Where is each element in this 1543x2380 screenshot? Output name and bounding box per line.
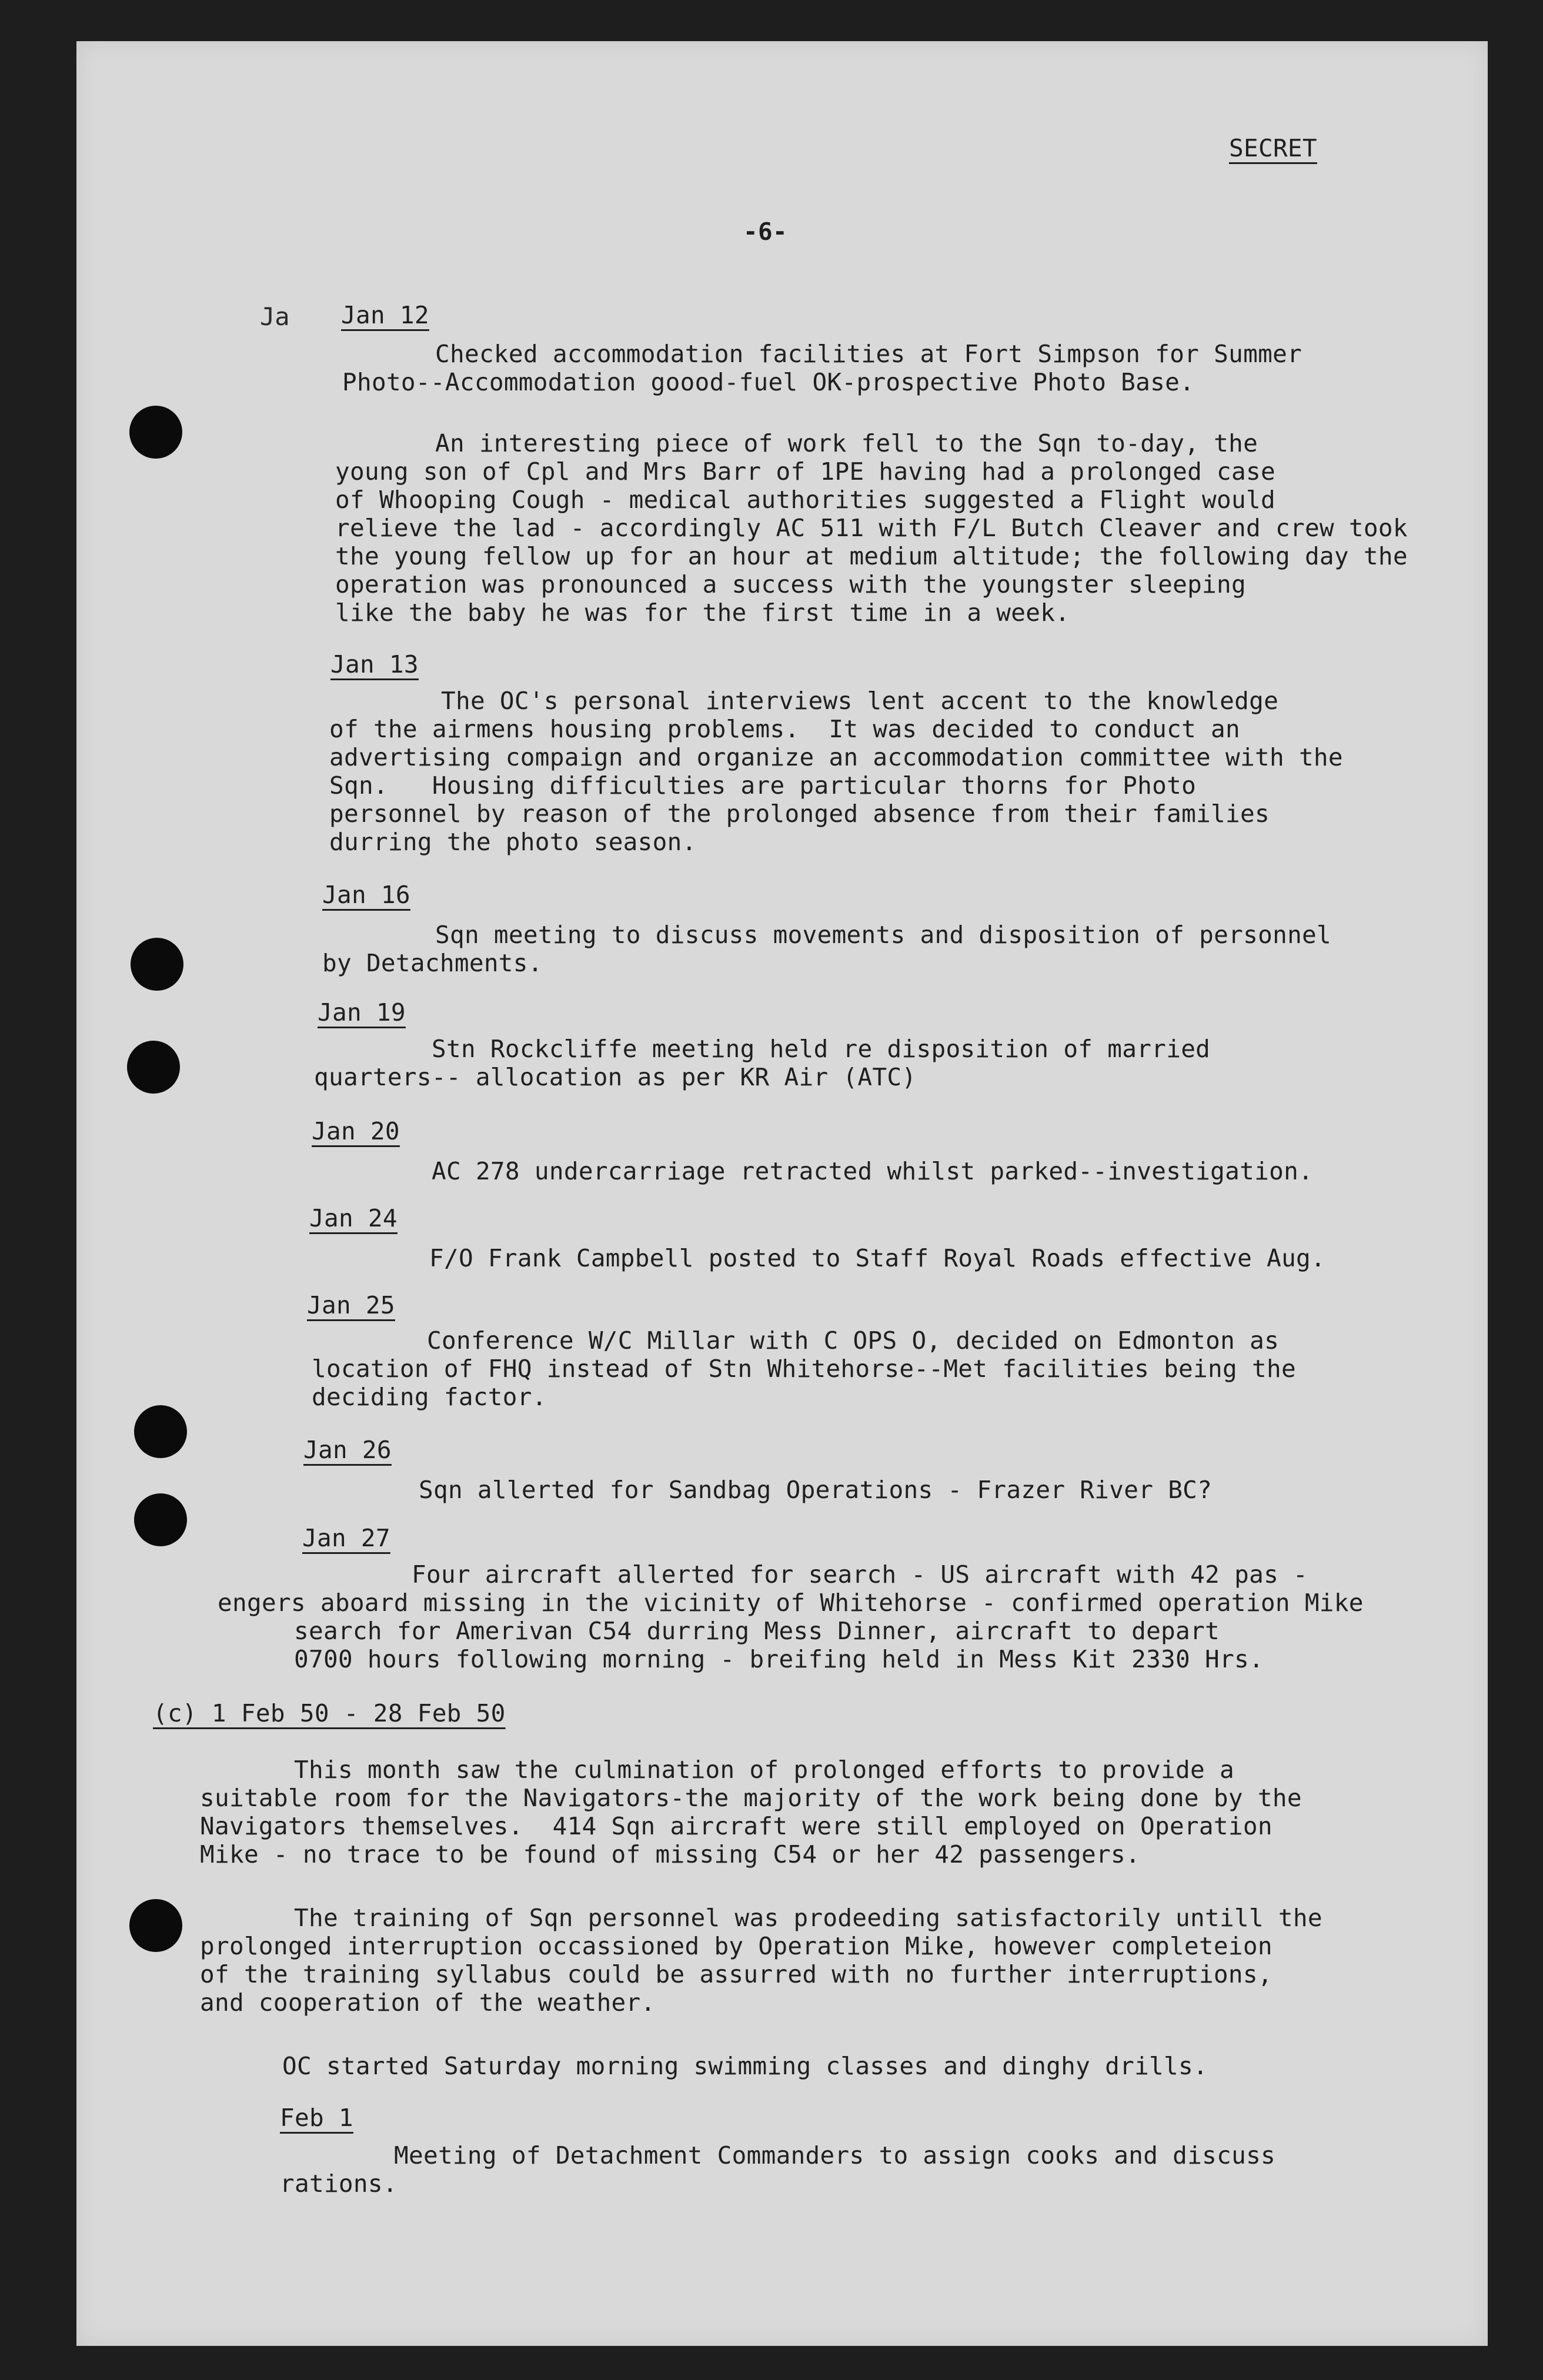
entry-line: the young fellow up for an hour at medium altitude; the following day the <box>335 542 1408 570</box>
entry-line: Sqn meeting to discuss movements and disposition of personnel <box>435 921 1332 949</box>
entry-line: Meeting of Detachment Commanders to assign cooks and discuss <box>394 2141 1276 2170</box>
body-line: The training of Sqn personnel was prodeeding satisfactorily untill the <box>294 1904 1322 1932</box>
entry-line: of Whooping Cough - medical authorities suggested a Flight would <box>335 486 1275 514</box>
punch-hole <box>131 938 183 991</box>
body-line: and cooperation of the weather. <box>200 1988 656 2017</box>
punch-hole <box>127 1041 180 1094</box>
punch-hole <box>129 406 182 459</box>
page-number: -6- <box>743 218 787 246</box>
entry-line: Sqn allerted for Sandbag Operations - Frazer River BC? <box>419 1476 1213 1504</box>
entry-date: Jan 20 <box>312 1117 400 1145</box>
entry-line: of the airmens housing problems. It was decided to conduct an <box>329 715 1241 743</box>
entry-date: Jan 27 <box>302 1524 390 1552</box>
margin-stub: Ja <box>260 302 290 331</box>
entry-line: The OC's personal interviews lent accent to the knowledge <box>441 687 1279 715</box>
body-line: OC started Saturday morning swimming classes and dinghy drills. <box>282 2052 1208 2080</box>
entry-line: F/O Frank Campbell posted to Staff Royal Roads effective Aug. <box>429 1244 1326 1272</box>
entry-line: Sqn. Housing difficulties are particular thorns for Photo <box>329 771 1197 800</box>
body-line: suitable room for the Navigators-the majority of the work being done by the <box>200 1784 1302 1812</box>
punch-hole <box>129 1899 182 1952</box>
entry-line: An interesting piece of work fell to the Sqn to-day, the <box>435 429 1258 457</box>
body-line: This month saw the culmination of prolonged efforts to provide a <box>294 1756 1234 1784</box>
entry-date: Feb 1 <box>280 2104 353 2132</box>
entry-line: young son of Cpl and Mrs Barr of 1PE having had a prolonged case <box>335 457 1275 486</box>
entry-line: Conference W/C Millar with C OPS O, decided on Edmonton as <box>427 1326 1280 1355</box>
entry-date: Jan 24 <box>309 1204 398 1232</box>
classification-label: SECRET <box>1229 134 1317 162</box>
entry-line: like the baby he was for the first time in a week. <box>335 599 1070 627</box>
section-heading: (c) 1 Feb 50 - 28 Feb 50 <box>153 1699 506 1727</box>
entry-line: quarters-- allocation as per KR Air (ATC) <box>314 1063 917 1091</box>
entry-line: Checked accommodation facilities at Fort Simpson for Summer <box>435 340 1302 368</box>
entry-line: durring the photo season. <box>329 828 697 856</box>
entry-line: Stn Rockcliffe meeting held re disposition of married <box>432 1035 1211 1063</box>
entry-date: Jan 19 <box>318 998 406 1027</box>
entry-line: relieve the lad - accordingly AC 511 with F/L Butch Cleaver and crew took <box>335 514 1408 542</box>
body-line: prolonged interruption occassioned by Operation Mike, however completeion <box>200 1932 1273 1960</box>
entry-line: AC 278 undercarriage retracted whilst parked--investigation. <box>432 1157 1314 1185</box>
body-line: Navigators themselves. 414 Sqn aircraft were still employed on Operation <box>200 1812 1273 1840</box>
punch-hole <box>134 1493 187 1546</box>
entry-date: Jan 13 <box>330 650 419 678</box>
document-page <box>76 41 1488 2346</box>
entry-line: operation was pronounced a success with the youngster sleeping <box>335 570 1247 599</box>
entry-line: Photo--Accommodation goood-fuel OK-prospective Photo Base. <box>342 368 1195 396</box>
body-line: of the training syllabus could be assurred with no further interruptions, <box>200 1960 1273 1988</box>
entry-line: rations. <box>280 2170 398 2198</box>
entry-line: personnel by reason of the prolonged absence from their families <box>329 800 1270 828</box>
entry-date: Jan 12 <box>341 301 429 329</box>
entry-line: 0700 hours following morning - breifing held in Mess Kit 2330 Hrs. <box>294 1645 1264 1673</box>
entry-line: engers aboard missing in the vicinity of Whitehorse - confirmed operation Mike <box>218 1589 1364 1617</box>
entry-line: search for Amerivan C54 durring Mess Dinner, aircraft to depart <box>294 1617 1220 1645</box>
entry-line: Four aircraft allerted for search - US aircraft with 42 pas - <box>412 1560 1308 1589</box>
entry-line: location of FHQ instead of Stn Whitehorse--Met facilities being the <box>312 1355 1296 1383</box>
entry-date: Jan 26 <box>303 1436 392 1464</box>
entry-date: Jan 25 <box>307 1291 395 1319</box>
body-line: Mike - no trace to be found of missing C54 or her 42 passengers. <box>200 1840 1140 1868</box>
entry-line: advertising compaign and organize an accommodation committee with the <box>329 743 1343 771</box>
punch-hole <box>134 1405 187 1458</box>
entry-date: Jan 16 <box>322 881 410 909</box>
entry-line: deciding factor. <box>312 1383 547 1411</box>
entry-line: by Detachments. <box>322 949 543 977</box>
